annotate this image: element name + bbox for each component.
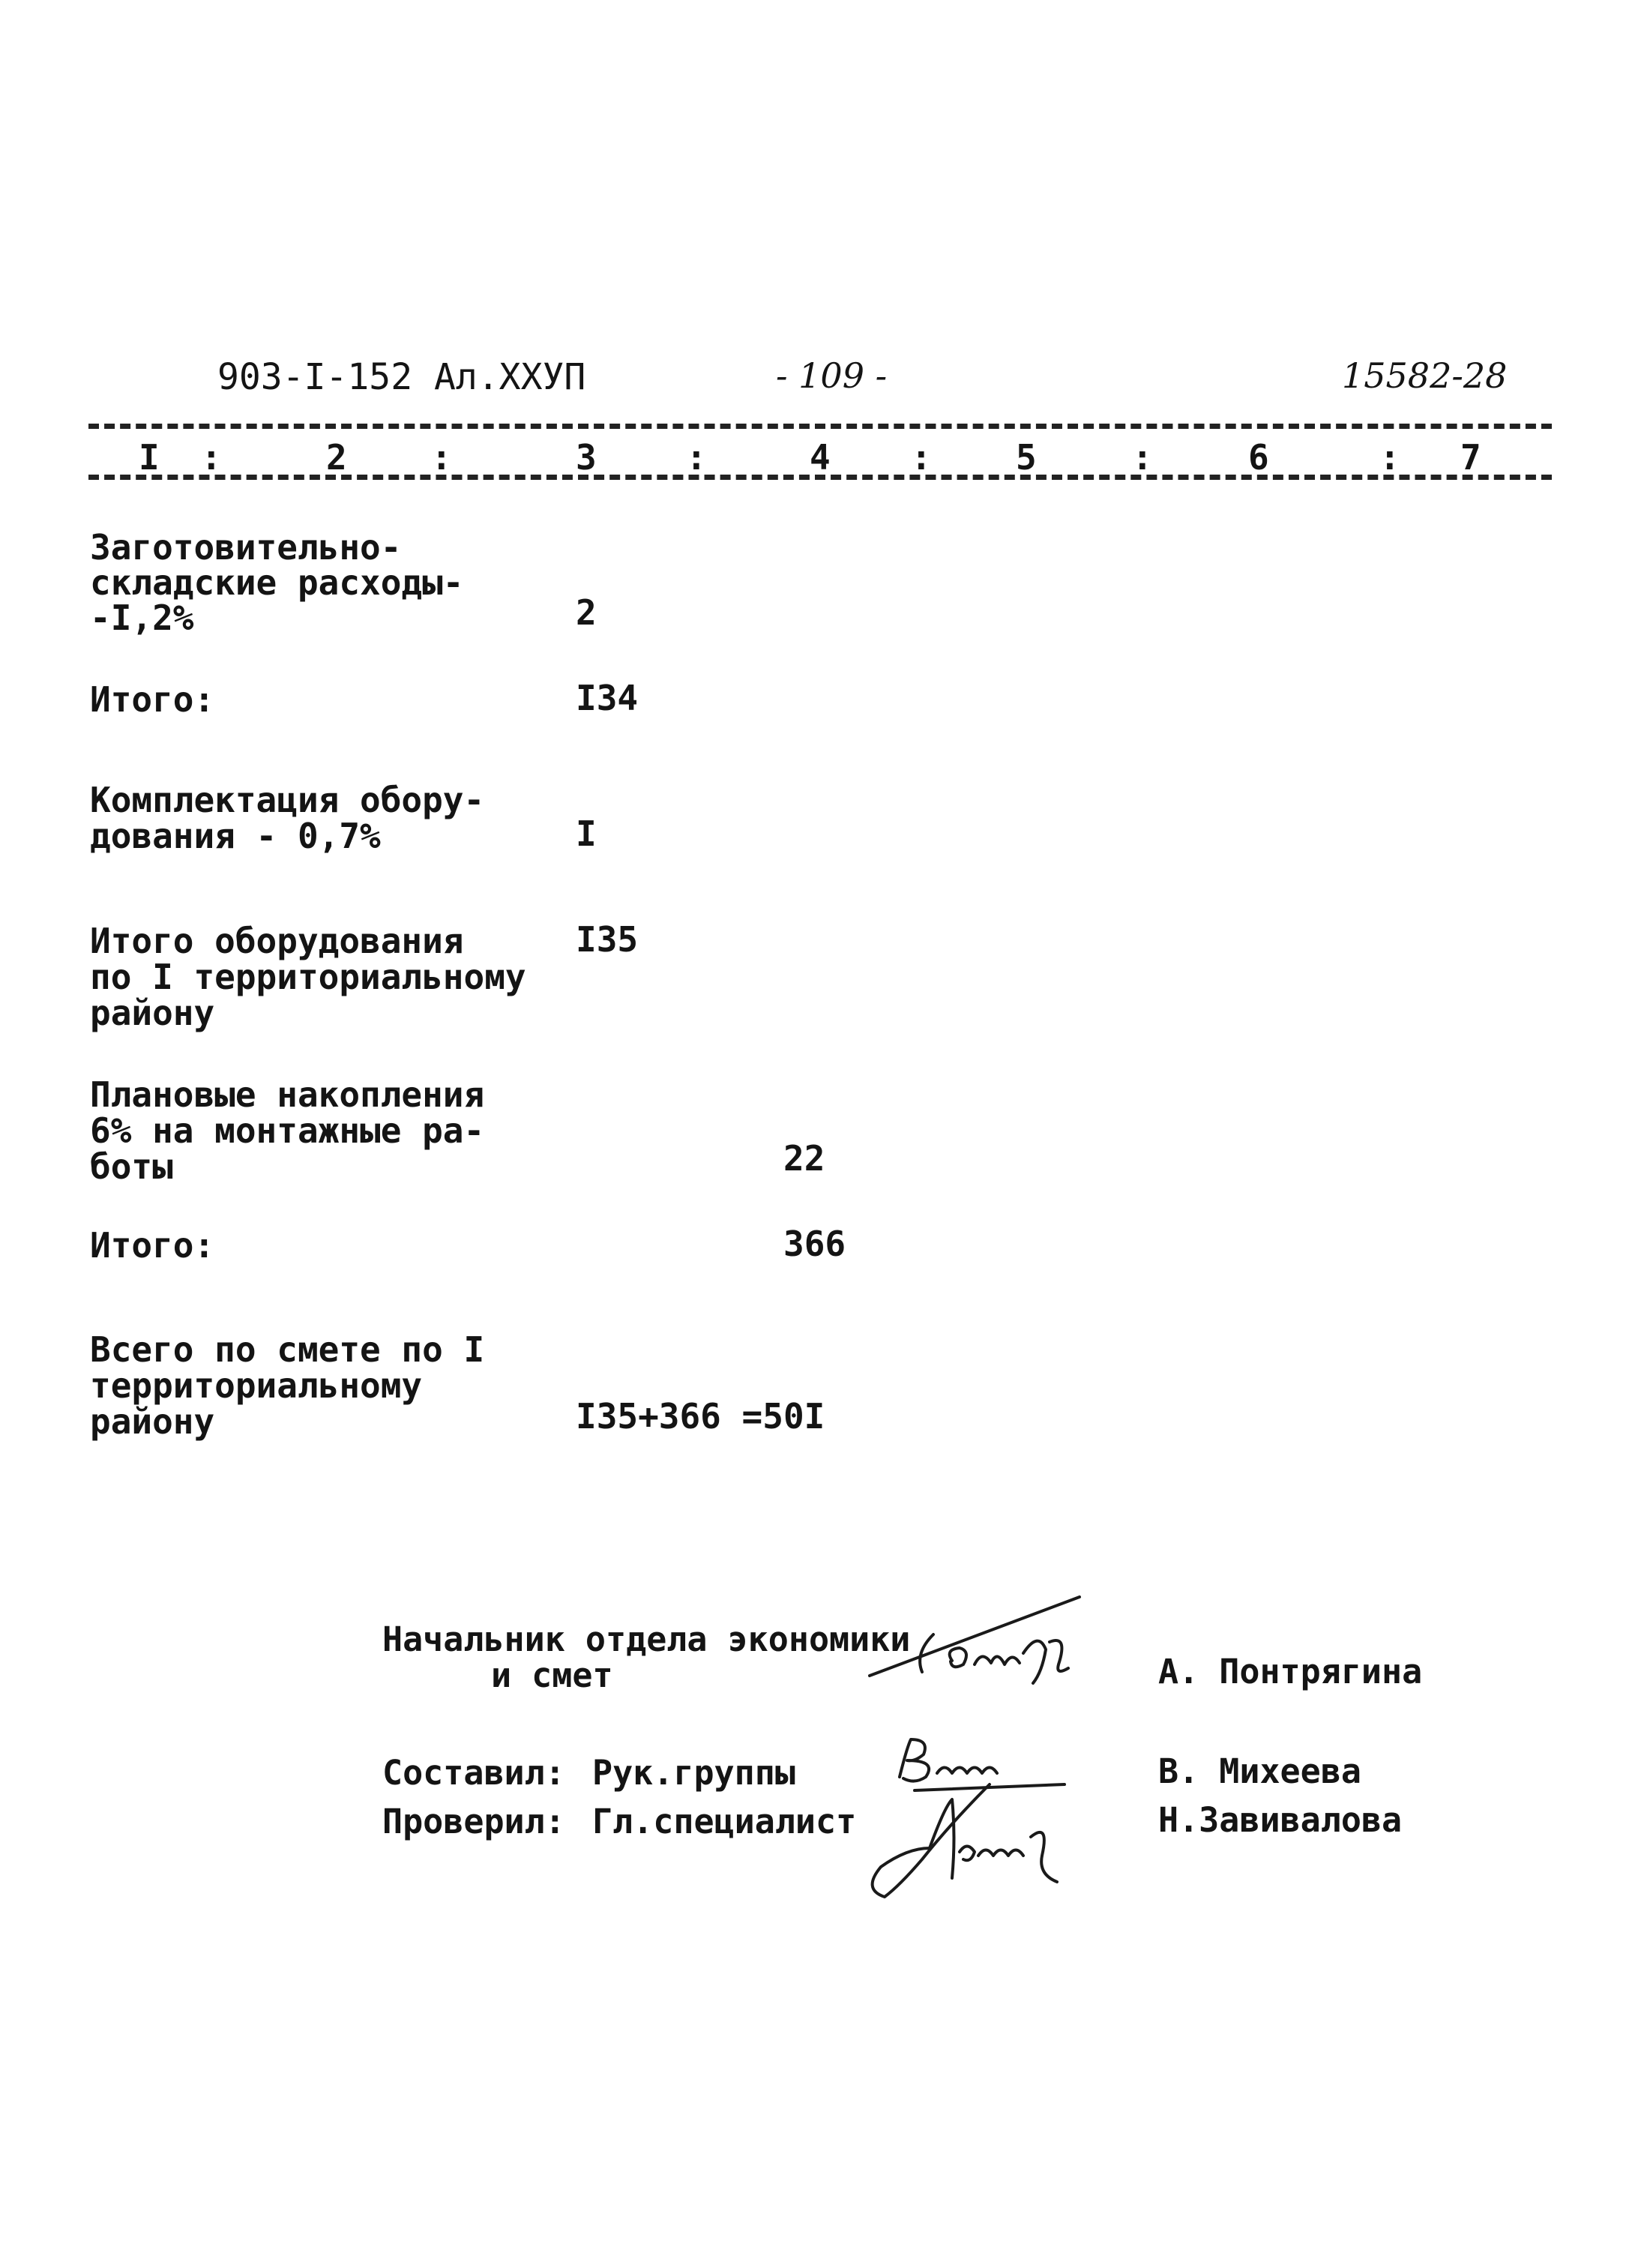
row-label-line: дования - 0,7% [90, 816, 381, 856]
row-label-line: по I территориальному [90, 957, 526, 997]
row-value-col4: 22 [783, 1138, 825, 1179]
row-value-col3: I35 [576, 919, 639, 960]
row-label-line: 6% на монтажные ра- [90, 1110, 485, 1151]
row-label-line: Итого: [90, 679, 215, 720]
row-label-line: Комплектация обору- [90, 780, 485, 820]
checked-name: Н.Завивалова [1158, 1800, 1403, 1840]
column-number-6: 6 [1248, 437, 1269, 478]
column-separator: : [686, 437, 707, 478]
column-separator: : [201, 437, 222, 478]
doc-code: 903-I-152 Ал.XXУП [217, 356, 586, 398]
row-label-line: Итого: [90, 1225, 215, 1266]
checked-role: Гл.специалист [592, 1802, 857, 1841]
column-number-4: 4 [810, 437, 831, 478]
row-value-col3: I34 [576, 678, 639, 718]
header-rule-top [88, 424, 1552, 429]
row-label-line: Всего по смете по I [90, 1329, 485, 1370]
column-number-7: 7 [1460, 437, 1481, 478]
head-name: А. Понтрягина [1158, 1652, 1423, 1691]
column-separator: : [431, 437, 452, 478]
inventory-number: 15582-28 [1342, 355, 1508, 396]
compiled-name: В. Михеева [1158, 1751, 1361, 1791]
grand-total-value: I35+366 =50I [576, 1396, 825, 1437]
row-label-line: территориальному [90, 1365, 423, 1406]
row-label-line: району [90, 1401, 215, 1442]
column-separator: : [1132, 437, 1153, 478]
head-signature-image [862, 1589, 1162, 1694]
column-number-1: I [139, 437, 160, 478]
row-label-line: складские расходы- [90, 562, 464, 603]
column-separator: : [911, 437, 932, 478]
row-label-line: боты [90, 1146, 173, 1187]
column-separator: : [1379, 437, 1400, 478]
checked-label: Проверил: [382, 1802, 565, 1841]
checked-signature-image [840, 1777, 1109, 1904]
head-title-line1: Начальник отдела экономики [382, 1619, 911, 1659]
column-number-3: 3 [576, 437, 597, 478]
row-label-line: району [90, 993, 215, 1033]
compiled-role: Рук.группы [592, 1753, 795, 1793]
row-label-line: Итого оборудования [90, 921, 464, 961]
column-number-2: 2 [326, 437, 347, 478]
row-value-col3: I [576, 813, 597, 854]
row-label-line: -I,2% [90, 598, 194, 638]
head-title-line2: и смет [491, 1655, 613, 1695]
page-number: - 109 - [776, 355, 888, 396]
row-value-col3: 2 [576, 592, 597, 633]
row-label-line: Плановые накопления [90, 1074, 485, 1115]
column-number-5: 5 [1016, 437, 1037, 478]
compiled-label: Составил: [382, 1753, 565, 1793]
row-label-line: Заготовительно- [90, 527, 402, 568]
row-value-col4: 366 [783, 1224, 846, 1264]
